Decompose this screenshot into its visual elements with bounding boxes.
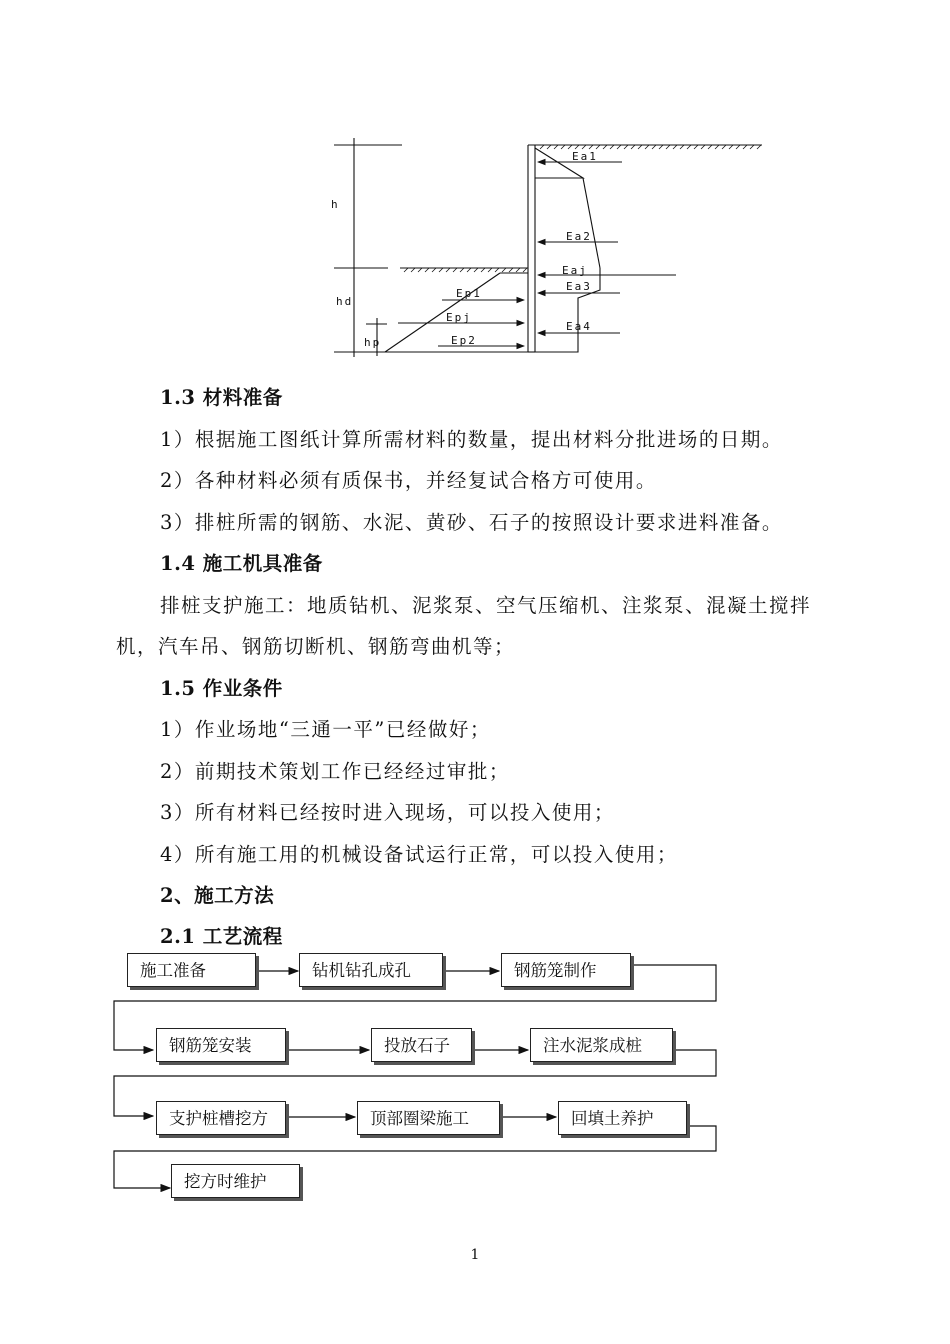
flow-step-2: 钻机钻孔成孔	[299, 953, 443, 987]
heading-2: 2、施工方法	[160, 884, 275, 907]
label-h: h	[331, 198, 340, 211]
label-hd: hd	[336, 295, 354, 308]
item-1-3-3: 3）排桩所需的钢筋、水泥、黄砂、石子的按照设计要求进料准备。	[160, 511, 783, 534]
flow-step-10: 挖方时维护	[171, 1164, 300, 1198]
label-ep2: Ep2	[451, 334, 477, 347]
label-eaj: Eaj	[562, 264, 588, 277]
item-1-5-4: 4）所有施工用的机械设备试运行正常，可以投入使用；	[160, 843, 678, 866]
label-hp: hp	[364, 336, 382, 349]
flow-step-8: 顶部圈梁施工	[357, 1101, 500, 1135]
heading-2-1: 2.1 工艺流程	[160, 925, 283, 948]
para-1-4-line2: 机，汽车吊、钢筋切断机、钢筋弯曲机等；	[116, 635, 516, 658]
heading-1-3: 1.3 材料准备	[160, 386, 283, 409]
page-number: 1	[470, 1247, 480, 1263]
item-1-3-2: 2）各种材料必须有质保书，并经复试合格方可使用。	[160, 469, 657, 492]
label-ea3: Ea3	[566, 280, 592, 293]
flow-step-7: 支护桩槽挖方	[156, 1101, 286, 1135]
item-1-3-1: 1）根据施工图纸计算所需材料的数量，提出材料分批进场的日期。	[160, 428, 783, 451]
para-1-4-line1: 排桩支护施工：地质钻机、泥浆泵、空气压缩机、注浆泵、混凝土搅拌	[160, 594, 812, 617]
heading-1-4: 1.4 施工机具准备	[160, 552, 323, 575]
heading-1-5: 1.5 作业条件	[160, 677, 283, 700]
label-epj: Epj	[446, 311, 472, 324]
item-1-5-1: 1）作业场地“三通一平”已经做好；	[160, 718, 491, 741]
label-ep1: Ep1	[456, 287, 482, 300]
label-ea2: Ea2	[566, 230, 592, 243]
flow-step-1: 施工准备	[127, 953, 256, 987]
item-1-5-2: 2）前期技术策划工作已经经过审批；	[160, 760, 510, 783]
label-ea4: Ea4	[566, 320, 592, 333]
flow-step-4: 钢筋笼安装	[156, 1028, 286, 1062]
flow-step-3: 钢筋笼制作	[501, 953, 631, 987]
flow-step-5: 投放石子	[371, 1028, 472, 1062]
item-1-5-3: 3）所有材料已经按时进入现场，可以投入使用；	[160, 801, 615, 824]
flow-step-9: 回填土养护	[558, 1101, 687, 1135]
flow-step-6: 注水泥浆成桩	[530, 1028, 673, 1062]
label-ea1: Ea1	[572, 150, 598, 163]
